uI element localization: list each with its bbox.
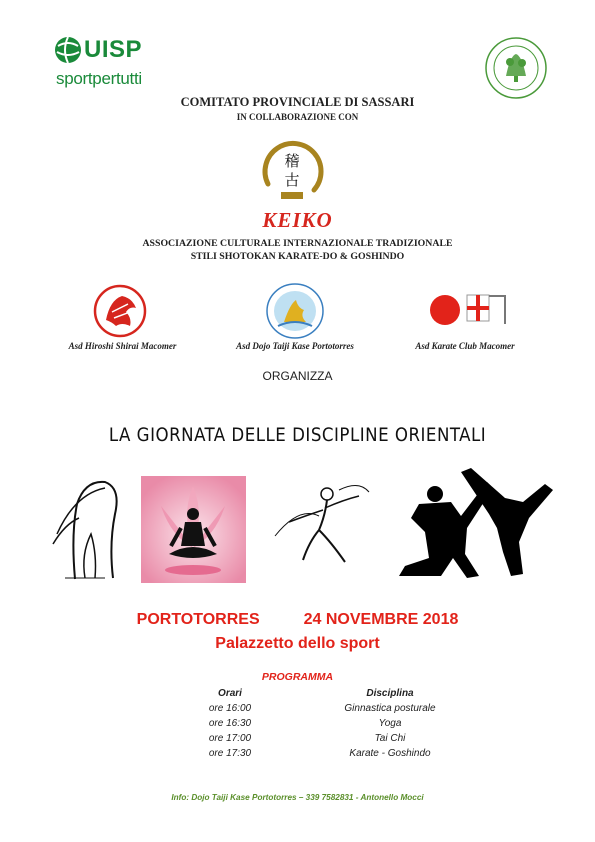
- dojo-taiji-kase-logo: [264, 282, 326, 340]
- keiko-name: KEIKO: [262, 208, 333, 232]
- posture-sketch-image: [45, 474, 127, 584]
- schedule-row: [200, 718, 460, 732]
- keiko-logo: [254, 136, 330, 208]
- uisp-logo: [54, 36, 166, 96]
- comitato-heading: COMITATO PROVINCIALE DI SASSARI: [180, 95, 415, 109]
- schedule-time: ore 16:30: [208, 718, 252, 729]
- svg-text:古: 古: [284, 171, 300, 189]
- karate-club-macomer-logo: [425, 290, 509, 330]
- tai-chi-sketch-image: [269, 476, 374, 576]
- organizza-label: ORGANIZZA: [262, 369, 333, 383]
- discipline-orientali-stamp: [484, 36, 548, 100]
- yoga-meditation-image: [141, 476, 246, 583]
- event-title: LA GIORNATA DELLE DISCIPLINE ORIENTALI: [108, 425, 487, 446]
- association-line-1: ASSOCIAZIONE CULTURALE INTERNAZIONALE TRADIZIONALE: [142, 238, 453, 249]
- hiroshi-shirai-tiger-logo: [92, 282, 148, 340]
- club-name: Asd Karate Club Macomer: [415, 341, 515, 351]
- contact-info: Info: Dojo Taiji Kase Portotorres – 339 7582831 - Antonello Mocci: [171, 793, 424, 802]
- event-venue: Palazzetto dello sport: [215, 635, 380, 652]
- schedule-discipline: Ginnastica posturale: [344, 703, 436, 714]
- event-place-date: [0, 611, 595, 629]
- club-name: Asd Hiroshi Shirai Macomer: [68, 341, 177, 351]
- uisp-subtitle: sportpertutti: [56, 69, 142, 88]
- event-city: PORTOTORRES: [136, 611, 260, 628]
- svg-text:稽: 稽: [284, 152, 300, 170]
- schedule-discipline: Tai Chi: [374, 733, 406, 744]
- association-line-2: STILI SHOTOKAN KARATE-DO & GOSHINDO: [190, 251, 405, 262]
- karate-fighters-silhouette: [395, 458, 557, 583]
- schedule-discipline: Yoga: [378, 718, 402, 729]
- event-date: 24 NOVEMBRE 2018: [303, 611, 459, 628]
- schedule-row: [200, 733, 460, 747]
- schedule-time: ore 16:00: [208, 703, 252, 714]
- collaborazione-text: IN COLLABORAZIONE CON: [236, 112, 359, 122]
- schedule-discipline: Karate - Goshindo: [349, 748, 431, 759]
- schedule-time: ore 17:00: [208, 733, 252, 744]
- club-name: Asd Dojo Taiji Kase Portotorres: [236, 341, 354, 351]
- schedule-row: [200, 703, 460, 717]
- programma-title: PROGRAMMA: [261, 671, 334, 683]
- uisp-ball-icon: [54, 36, 82, 64]
- column-header-disciplina: Disciplina: [366, 688, 414, 699]
- uisp-wordmark: UISP: [84, 36, 143, 63]
- column-header-orari: Orari: [218, 688, 242, 699]
- schedule-row: [200, 748, 460, 762]
- schedule-time: ore 17:30: [208, 748, 252, 759]
